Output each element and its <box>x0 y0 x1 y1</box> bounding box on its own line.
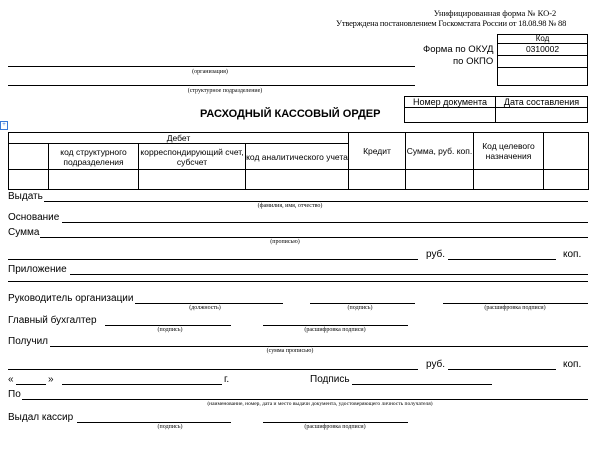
chief-accountant-label: Главный бухгалтер <box>8 315 97 326</box>
sum-rub-label: руб. <box>426 249 446 260</box>
blank-subheader <box>9 144 49 170</box>
date-day-line[interactable] <box>16 384 46 385</box>
debit-header: Дебет <box>9 133 349 144</box>
chief-signature-caption: (подпись) <box>157 327 183 333</box>
sum-line-2[interactable] <box>8 259 418 260</box>
head-position-line[interactable] <box>135 303 283 304</box>
table-row <box>9 170 589 190</box>
sign-label: Подпись <box>310 374 350 385</box>
okud-label: Форма по ОКУД <box>423 44 494 55</box>
sum-label: Сумма <box>8 227 40 238</box>
head-decode-line[interactable] <box>443 303 588 304</box>
table-anchor-icon[interactable]: + <box>0 121 8 130</box>
chief-decode-caption: (расшифровка подписи) <box>304 327 366 333</box>
subdivision-header: код структурного подразделения <box>49 144 139 170</box>
head-decode-caption: (расшифровка подписи) <box>484 305 546 311</box>
cashier-decode-line[interactable] <box>263 422 408 423</box>
subdivision-caption: (структурное подразделение) <box>187 88 263 94</box>
issue-line[interactable] <box>44 201 588 202</box>
organization-caption: (организация) <box>192 69 228 75</box>
cashier-signature-caption: (подпись) <box>157 424 183 430</box>
head-label: Руководитель организации <box>8 293 134 304</box>
blank-header <box>544 133 589 170</box>
subdivision-line[interactable] <box>8 85 415 86</box>
sum-kop-label: коп. <box>563 249 582 260</box>
year-suffix: г. <box>224 374 230 385</box>
table-cell[interactable] <box>246 170 349 190</box>
cashier-signature-line[interactable] <box>77 422 231 423</box>
attachment-line-2[interactable] <box>8 281 588 282</box>
head-position-caption: (должность) <box>189 305 221 311</box>
by-label: По <box>8 389 21 400</box>
chief-decode-line[interactable] <box>263 325 408 326</box>
basis-label: Основание <box>8 212 60 223</box>
basis-line[interactable] <box>62 222 588 223</box>
head-signature-caption: (подпись) <box>347 305 373 311</box>
received-rub-label: руб. <box>426 359 446 370</box>
organization-line[interactable] <box>8 66 415 67</box>
received-label: Получил <box>8 336 48 347</box>
received-kop-label: коп. <box>563 359 582 370</box>
analytic-header: код аналитического учета <box>246 144 349 170</box>
doc-number-value[interactable] <box>404 107 496 123</box>
credit-header: Кредит <box>349 133 406 170</box>
sum-caption: (прописью) <box>270 239 300 245</box>
by-line[interactable] <box>22 399 588 400</box>
unified-form-label: Унифицированная форма № КО-2 <box>433 8 557 18</box>
doc-number-label: Номер документа <box>404 96 496 108</box>
page-title: РАСХОДНЫЙ КАССОВЫЙ ОРДЕР <box>200 108 381 120</box>
table-cell[interactable] <box>349 170 406 190</box>
received-kop-line[interactable] <box>448 369 556 370</box>
sum-line[interactable] <box>40 237 588 238</box>
sum-kop-line[interactable] <box>448 259 556 260</box>
okud-value: 0310002 <box>497 43 588 56</box>
attachment-label: Приложение <box>8 264 67 275</box>
attachment-line[interactable] <box>70 274 588 275</box>
date-close-quote: » <box>48 374 54 385</box>
table-cell[interactable] <box>474 170 544 190</box>
approval-label: Утверждена постановлением Госкомстата России от 18.08.98 № 88 <box>336 18 567 28</box>
by-caption: (наименование, номер, дата и место выдачи документа, удостоверяющего личность получателя) <box>207 401 433 407</box>
code-empty-cell[interactable] <box>497 67 588 86</box>
head-signature-line[interactable] <box>310 303 415 304</box>
code-header: Код <box>497 34 588 44</box>
received-line-2[interactable] <box>8 369 418 370</box>
debit-table <box>8 132 589 190</box>
table-cell[interactable] <box>9 170 49 190</box>
issue-label: Выдать <box>8 191 43 202</box>
purpose-header: Код целевого назначения <box>474 133 544 170</box>
sum-header: Сумма, руб. коп. <box>406 133 474 170</box>
doc-date-value[interactable] <box>495 107 588 123</box>
received-line[interactable] <box>50 346 588 347</box>
cashier-decode-caption: (расшифровка подписи) <box>304 424 366 430</box>
chief-signature-line[interactable] <box>105 325 231 326</box>
table-cell[interactable] <box>406 170 474 190</box>
table-cell[interactable] <box>544 170 589 190</box>
table-cell[interactable] <box>139 170 246 190</box>
account-header: корреспондирующий счет, субсчет <box>139 144 246 170</box>
issue-caption: (фамилия, имя, отчество) <box>257 203 323 209</box>
date-month-line[interactable] <box>62 384 222 385</box>
cashier-label: Выдал кассир <box>8 412 74 423</box>
table-cell[interactable] <box>49 170 139 190</box>
doc-date-label: Дата составления <box>495 96 588 108</box>
sign-line[interactable] <box>352 384 492 385</box>
okpo-label: по ОКПО <box>453 56 494 67</box>
date-open-quote: « <box>8 374 14 385</box>
received-caption: (сумма прописью) <box>266 348 314 354</box>
